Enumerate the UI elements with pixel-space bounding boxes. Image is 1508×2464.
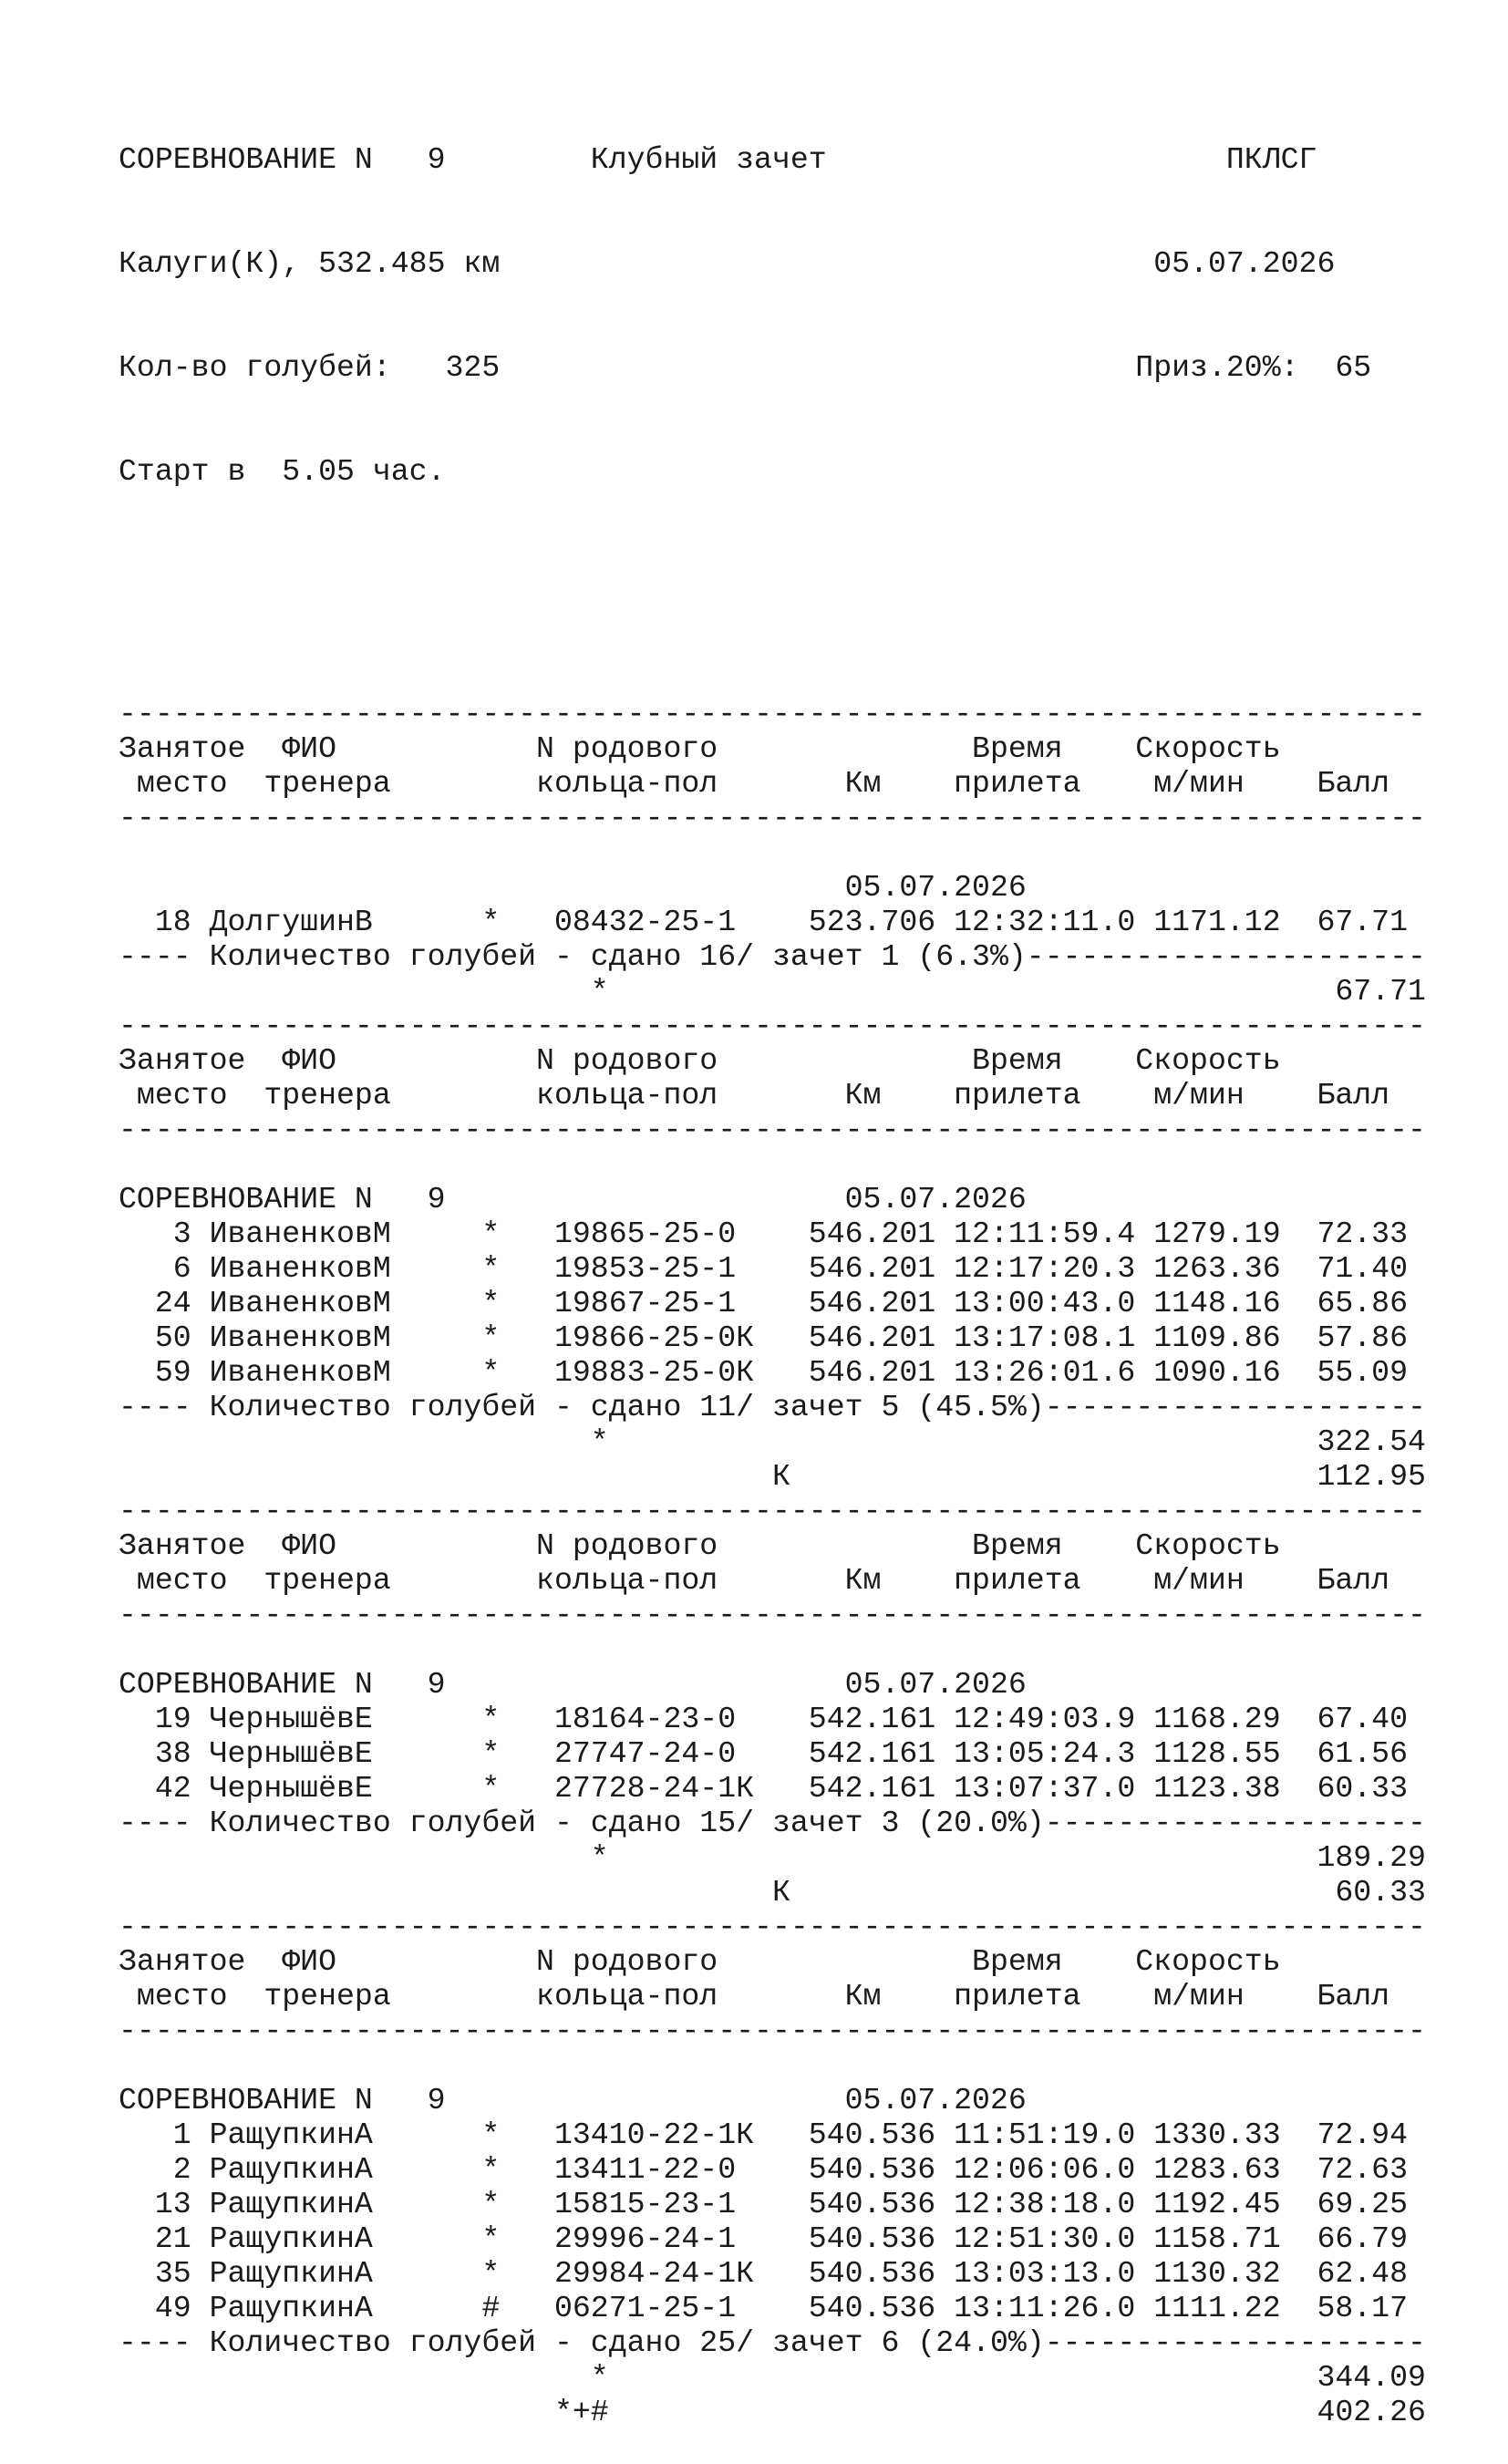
result-row: 59 ИваненковМ * 19883-25-0К 546.201 13:26:01.6 1090.16 55.09	[119, 1355, 1409, 1390]
section-title-date: СОРЕВНОВАНИЕ N 9 05.07.2026	[119, 1667, 1027, 1702]
rule-top: ------------------------------------------------------------------------	[119, 697, 1426, 731]
rule-under-header: ------------------------------------------------------------------------	[119, 2014, 1426, 2048]
section-summary: ---- Количество голубей - сдано 25/ зачет 6 (24.0%)---------------------	[119, 2325, 1426, 2360]
rule-top: ------------------------------------------------------------------------	[119, 1009, 1426, 1043]
result-row: 19 ЧернышёвЕ * 18164-23-0 542.161 12:49:03.9 1168.29 67.40	[119, 1702, 1409, 1736]
section-total: * 344.09	[119, 2360, 1426, 2395]
header-line-2: Калуги(К), 532.485 км 05.07.2026	[119, 246, 1336, 281]
report-page	[119, 73, 1426, 2464]
section-total: * 189.29	[119, 1840, 1426, 1875]
column-header-row-1: Занятое ФИО N родового Время Скорость	[119, 1944, 1281, 1979]
rule-under-header: ------------------------------------------------------------------------	[119, 1113, 1426, 1147]
spacer	[119, 1147, 1426, 1182]
result-row: 2 РащупкинА * 13411-22-0 540.536 12:06:06.0 1283.63 72.63	[119, 2152, 1409, 2187]
spacer	[119, 1632, 1426, 1667]
section-total: * 67.71	[119, 974, 1426, 1009]
column-header-row-1: Занятое ФИО N родового Время Скорость	[119, 1043, 1281, 1078]
header-line-3: Кол-во голубей: 325 Приз.20%: 65	[119, 350, 1372, 385]
rule-under-header: ------------------------------------------------------------------------	[119, 801, 1426, 835]
result-row: 21 РащупкинА * 29996-24-1 540.536 12:51:30.0 1158.71 66.79	[119, 2221, 1409, 2256]
result-row: 42 ЧернышёвЕ * 27728-24-1К 542.161 13:07:37.0 1123.38 60.33	[119, 1771, 1409, 1806]
result-row: 18 ДолгушинВ * 08432-25-1 523.706 12:32:11.0 1171.12 67.71	[119, 905, 1409, 939]
result-row: 50 ИваненковМ * 19866-25-0К 546.201 13:17:08.1 1109.86 57.86	[119, 1320, 1409, 1355]
rule-under-header: ------------------------------------------------------------------------	[119, 1598, 1426, 1632]
section-summary: ---- Количество голубей - сдано 16/ зачет 1 (6.3%)----------------------	[119, 939, 1426, 974]
result-row: 6 ИваненковМ * 19853-25-1 546.201 12:17:20.3 1263.36 71.40	[119, 1251, 1409, 1286]
column-header-row-2: место тренера кольца-пол Км прилета м/мин Балл	[119, 1563, 1390, 1598]
results-sections	[119, 697, 1426, 2429]
column-header-row-1: Занятое ФИО N родового Время Скорость	[119, 1528, 1281, 1563]
section-summary: ---- Количество голубей - сдано 11/ зачет 5 (45.5%)---------------------	[119, 1390, 1426, 1424]
section-total: К 112.95	[119, 1459, 1426, 1494]
result-row: 35 РащупкинА * 29984-24-1К 540.536 13:03:13.0 1130.32 62.48	[119, 2256, 1409, 2291]
result-row: 24 ИваненковМ * 19867-25-1 546.201 13:00:43.0 1148.16 65.86	[119, 1286, 1409, 1320]
spacer	[119, 2048, 1426, 2083]
column-header-row-2: место тренера кольца-пол Км прилета м/мин Балл	[119, 766, 1390, 801]
spacer	[119, 835, 1426, 870]
section-title-date: 05.07.2026	[119, 870, 1027, 905]
result-row: 13 РащупкинА * 15815-23-1 540.536 12:38:18.0 1192.45 69.25	[119, 2187, 1409, 2221]
result-row: 3 ИваненковМ * 19865-25-0 546.201 12:11:59.4 1279.19 72.33	[119, 1216, 1409, 1251]
result-row: 49 РащупкинА # 06271-25-1 540.536 13:11:26.0 1111.22 58.17	[119, 2291, 1409, 2325]
section-summary: ---- Количество голубей - сдано 15/ зачет 3 (20.0%)---------------------	[119, 1806, 1426, 1840]
column-header-row-2: место тренера кольца-пол Км прилета м/мин Балл	[119, 1979, 1390, 2014]
column-header-row-1: Занятое ФИО N родового Время Скорость	[119, 731, 1281, 766]
section-title-date: СОРЕВНОВАНИЕ N 9 05.07.2026	[119, 2083, 1027, 2117]
result-row: 1 РащупкинА * 13410-22-1К 540.536 11:51:19.0 1330.33 72.94	[119, 2117, 1409, 2152]
header-line-4: Старт в 5.05 час.	[119, 454, 446, 489]
rule-top: ------------------------------------------------------------------------	[119, 1494, 1426, 1528]
column-header-row-2: место тренера кольца-пол Км прилета м/мин Балл	[119, 1078, 1390, 1113]
section-total: К 60.33	[119, 1875, 1426, 1910]
rule-top: ------------------------------------------------------------------------	[119, 1910, 1426, 1944]
section-total: *+# 402.26	[119, 2395, 1426, 2429]
spacer	[119, 558, 1426, 593]
section-title-date: СОРЕВНОВАНИЕ N 9 05.07.2026	[119, 1182, 1027, 1216]
result-row: 38 ЧернышёвЕ * 27747-24-0 542.161 13:05:24.3 1128.55 61.56	[119, 1736, 1409, 1771]
section-total: * 322.54	[119, 1424, 1426, 1459]
header-line-1: СОРЕВНОВАНИЕ N 9 Клубный зачет ПКЛСГ	[119, 142, 1317, 177]
